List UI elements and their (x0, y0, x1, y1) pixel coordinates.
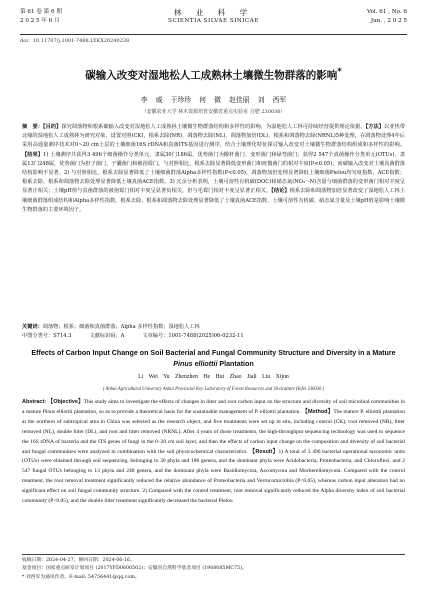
affiliation-en: ( Anhui Agricultural University Anhui Provincial Key Laboratory of Forest Resources and Silviculture Hefei 230036 ) (102, 387, 325, 392)
title-footnote-mark: * (337, 67, 342, 77)
journal-name (20, 8, 407, 26)
title-en-part2: Plantation (217, 360, 254, 368)
title-en-species: Pinus elliottii (173, 360, 218, 368)
volume-issue: 第 61 卷 第 6 期 (20, 9, 62, 15)
journal-name-en: SCIENTIA SILVAE SINICAE (168, 18, 259, 24)
clc-number: 中图分类号：S714.3 (22, 333, 72, 339)
title-en-part1: Effects of Carbon Input Change on Soil Bacterial and Fungal Community Structure and Diversity in a Mature (31, 349, 396, 357)
keywords-cn-text: 凋落物；根系；细菌和真菌群落；Alpha 多样性指数；湿地松人工林 (42, 324, 200, 330)
keywords-cn-label: 关键词： (22, 324, 43, 330)
classification-cn (22, 332, 405, 341)
result-label-cn: 【结果】 (22, 151, 44, 158)
abstract-cn (22, 123, 405, 215)
method-label-en: 【Method】 (302, 408, 334, 415)
issue-date: 2 0 2 5 年 6 月 (20, 18, 60, 24)
volume-issue-en: Vol. 61 , No. 6 (367, 9, 407, 15)
journal-header (20, 6, 407, 35)
objective-en: This study aims to investigate the effects of changes in litter and root carbon input on the structure and diversity of soil microbial communities in a mature Pinus elliottii plantation, so as to provide a theoretical basis for the sustainable management of P. elliottii plantation. (22, 399, 406, 415)
result-label-en: 【Result】 (249, 448, 279, 455)
result-en: 1) A total of 3 496 bacterial operational taxonomic units (OTUs) were obtained through soil sequencing, belonging to 30 phyla and 186 genera, and the dominant phyla were Acidobacteria, Proteobacteria, and Chloroflexi, and 2 547 fungal OTUs belonging to 13 phyla and 248 genera, and the dominant phyla were Basidiomycota, Ascomycota and Mortierellomycota. Compared with the control treatment, the root removal treatment significantly reduced the relative abundance of Proteobacteria and Verrucomicrobia (P<0.05), whereas carbon input alteration had no significant effect on soil fungal community structure. 2) Compared with the control treatment, root removal significantly reduced the Alpha diversity index of soil bacterial community (P<0.05), and the double litter treatment significantly decreased the bacterial Pielou (22, 448, 406, 505)
result-cn: 1) 土壤测序共获得3 496个细菌操作分类单元，隶属30门186属，优势菌门为酸杆菌门、变形菌门和绿弯菌门；获得2 547个真菌操作分类单元(OTUs)，隶属13门248属，优势菌门为担子菌门、子囊菌门和被孢霉门。与对照相比，根系去除显著降低变形菌门和疣微菌门的相对丰度(P<0.05)，而碳输入改变对土壤真菌群落结构影响不显著。2) 与对照相比，根系去除显著降低了土壤细菌群落Alpha多样性指数(P<0.05)，凋落物加倍处理显著降低土壤细菌Pielou均匀度指数、ACE指数；根系去除、根系和凋落物去除处理显著降低土壤真菌ACE指数。3) 冗余分析表明，土壤可溶性有机碳(DOC)和硝态氮(NO₃⁻-N)含量与细菌群落的变形菌门相对丰度呈显著正相关；土壤pH值与真菌群落的被孢霉门相对丰度呈显著负相关，但与毛霉门相对丰度呈显著正相关。 (22, 151, 405, 195)
funding-note: 基金项目：国家重点研发计划项目 (2017YFD0600502)；安徽省自然科学基金项目 (1908085MC75)。 (22, 566, 247, 572)
title-en (30, 348, 397, 370)
document-code: 文献标识码：A (89, 333, 125, 339)
affiliation-cn: （安徽农业大学 林木资源培育安徽省重点实验室 合肥 230036） (141, 109, 286, 115)
method-en: The mature P. elliottii plantation at the northern of subtropical area in China was selected as the research object, and five treatments were set up in situ, including control (CK), root removed (NR), litter removed (NL), double litter (DL), and root and litter removed (NRNL). After 4 years of those treatments, the high-throughput sequencing technology was used to sequence the 16S rDNA of bacteria and the ITS genes of fungi in the 0–20 cm soil layer, and then the effects of carbon input change on the composition and diversity of soil bacterial and fungal communities were analyzed in combination with the soil physicochemical characteristics. (22, 408, 405, 455)
abstract-cn-label: 摘 要： (22, 124, 43, 130)
method-label-cn: 【方法】 (365, 124, 385, 130)
authors-en: Li Wei Yu Zhenzhen He Hui Zhao Jiali Liu Xijun (138, 374, 289, 380)
objective-label-cn: 【目的】 (42, 124, 62, 130)
authors-cn: 李 威 于珍珍 何 微 赵佳丽 刘 西军 (140, 96, 287, 104)
title-cn-text: 碳输入改变对湿地松人工成熟林土壤微生物群落的影响 (85, 69, 338, 82)
received-date: 收稿日期：2024-04-27；修回日期：2024-06-16。 (22, 558, 135, 563)
method-cn: 以亚热带北缘的湿地松人工成熟林为研究对象，设置对照(CK)、根系去除(NR)、凋落物去除(NL)、凋落物加倍(DL)、根系和凋落物去除(NRNL)5种处理，在凋落物处理4年后采用高通量测序技术对0~20 cm土层的土壤细菌16S rDNA和真菌ITS基因进行测序，结合土壤理化特征探讨输入改变对土壤微生物群落结构组成和多样性的影响。 (22, 124, 405, 149)
corresponding-author: * 刘西军为通讯作者。E-mail: 54756441@qq.com。 (22, 574, 140, 580)
keywords-cn (22, 323, 405, 332)
article-number: 文章编号：1001-7488(2025)06-0232-11 (142, 333, 244, 339)
doi: doi：10.11707/j.1001-7488.LYKX20240238 (20, 38, 130, 44)
abstract-en-label: Abstract: (22, 399, 47, 405)
journal-name-cn: 林 业 科 学 (173, 8, 254, 17)
objective-label-en: 【Objective】 (47, 399, 84, 405)
title-cn (20, 67, 407, 83)
objective-cn: 探究凋落物和根系碳输入改变对湿地松人工成熟林土壤微生物群落结构和多样性的影响，为湿地松人工林可持续经营提供理论依据。 (61, 124, 366, 130)
issue-date-en: Jun. , 2 0 2 5 (370, 18, 407, 24)
abstract-en (22, 398, 405, 507)
conclusion-cn: 根系去除和凋落物加倍显著改变了湿地松人工林土壤细菌群落组成结构和Alpha多样性指数，根系去除、根系和凋落物去除处理显著降低了土壤真菌ACE指数，土壤可溶性有机碳、硝态氮含量及土壤pH值是影响土壤微生物群落的主要环境因子。 (22, 188, 405, 213)
footnotes (22, 554, 405, 582)
issue-info-en (367, 8, 407, 26)
conclusion-label-cn: 【结论】 (271, 188, 290, 195)
